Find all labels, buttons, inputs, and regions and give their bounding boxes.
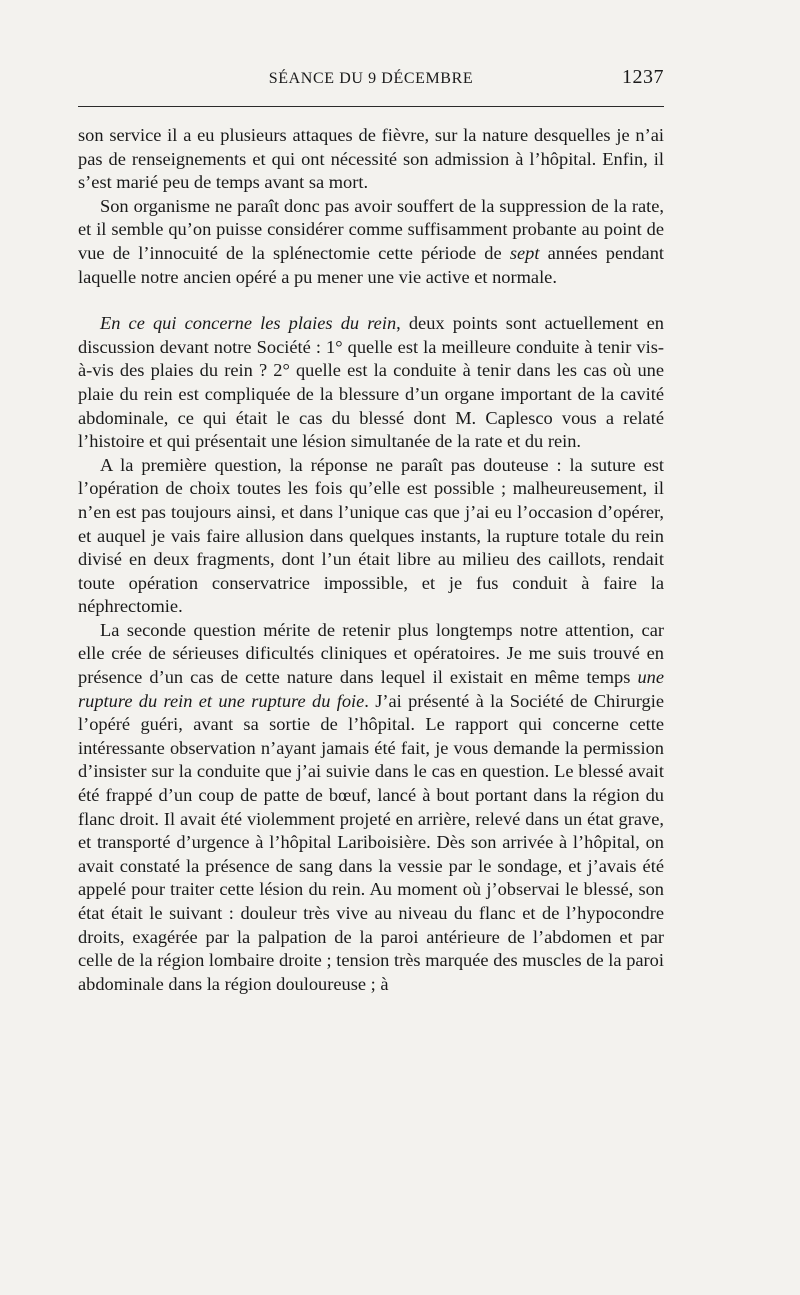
paragraph [78,619,664,997]
italic-run: En ce qui concerne les plaies du rein [100,313,397,334]
italic-run: une rupture du rein et une rupture du foie [78,667,664,711]
text-run: son service il a eu plusieurs attaques de fièvre, sur la nature desquelles je n’ai pas de renseignements et qui ont nécessité son admission à l’hôpital. Enfin, il s’est marié peu de temps avant sa mort. [78,125,664,193]
header-rule [78,106,664,107]
text-run: Son organisme ne paraît donc pas avoir souffert de la suppression de la rate, et il semble qu’on puisse considérer comme suffisamment probante au point de vue de l’innocuité de la splénectomie cette période de [78,195,664,263]
body-text [78,124,664,996]
text-run: , deux points sont actuellement en discussion devant notre Société : 1° quelle est la meilleure conduite à tenir vis-à-vis des plaies du rein ? 2° quelle est la conduite à tenir dans les cas où une plaie du rein est compliquée de la blessure d’un organe important de la cavité abdominale, ce qui était le cas du blessé dont M. Caplesco vous a relaté l’histoire et qui présentait une lésion simultanée de la rate et du rein. [78,313,664,452]
text-run: La seconde question mérite de retenir plus longtemps notre attention, car elle crée de sérieuses dificultés cliniques et opératoires. Je me suis trouvé en présence d’un cas de cette nature dans lequel il existait en même temps [78,619,664,688]
text-run: . J’ai présenté à la Société de Chirurgie l’opéré guéri, avant sa sortie de l’hôpital. Le rapport qui concerne cette intéressante observation n’ayant jamais été fait, je vous demande la permission d’insister sur la conduite que j’ai suivie dans le cas en question. Le blessé avait été frappé d’un coup de patte de bœuf, lancé à bout portant dans la région du flanc droit. Il avait été violemment projeté en arrière, relevé dans un état grave, et transporté d’urgence à l’hôpital Lariboisière. Dès son arrivée à l’hôpital, on avait constaté la présence de sang dans la vessie par le sondage, et j’avais été appelé pour traiter cette lésion du rein. Au moment où j’observai le blessé, son état était le suivant : douleur très vive au niveau du flanc et de l’hypocondre droits, exagérée par la palpation de la paroi antérieure de l’abdomen et par celle de la région lombaire droite ; tension très marquée des muscles de la paroi abdominale dans la région douloureuse ; à [78,690,664,994]
text-run: A la première question, la réponse ne paraît pas douteuse : la suture est l’opération de choix toutes les fois qu’elle est possible ; malheureusement, il n’en est pas toujours ainsi, et dans l’unique cas que j’ai eu l’occasion d’opérer, et auquel je vais faire allusion dans quelques instants, la rupture totale du rein divisé en deux fragments, dont l’un était libre au milieu des caillots, rendait toute opération conservatrice impossible, et je fus conduit à faire la néphrectomie. [78,454,664,617]
paragraph [78,312,664,454]
running-title: SÉANCE DU 9 DÉCEMBRE [268,70,474,87]
paragraph [78,124,664,195]
text-run: années pendant laquelle notre ancien opéré a pu mener une vie active et normale. [78,242,664,287]
paragraph [78,195,664,289]
running-head [78,66,664,92]
page-number: 1237 [622,66,664,88]
italic-run: sept [509,242,540,263]
paragraph [78,454,664,619]
